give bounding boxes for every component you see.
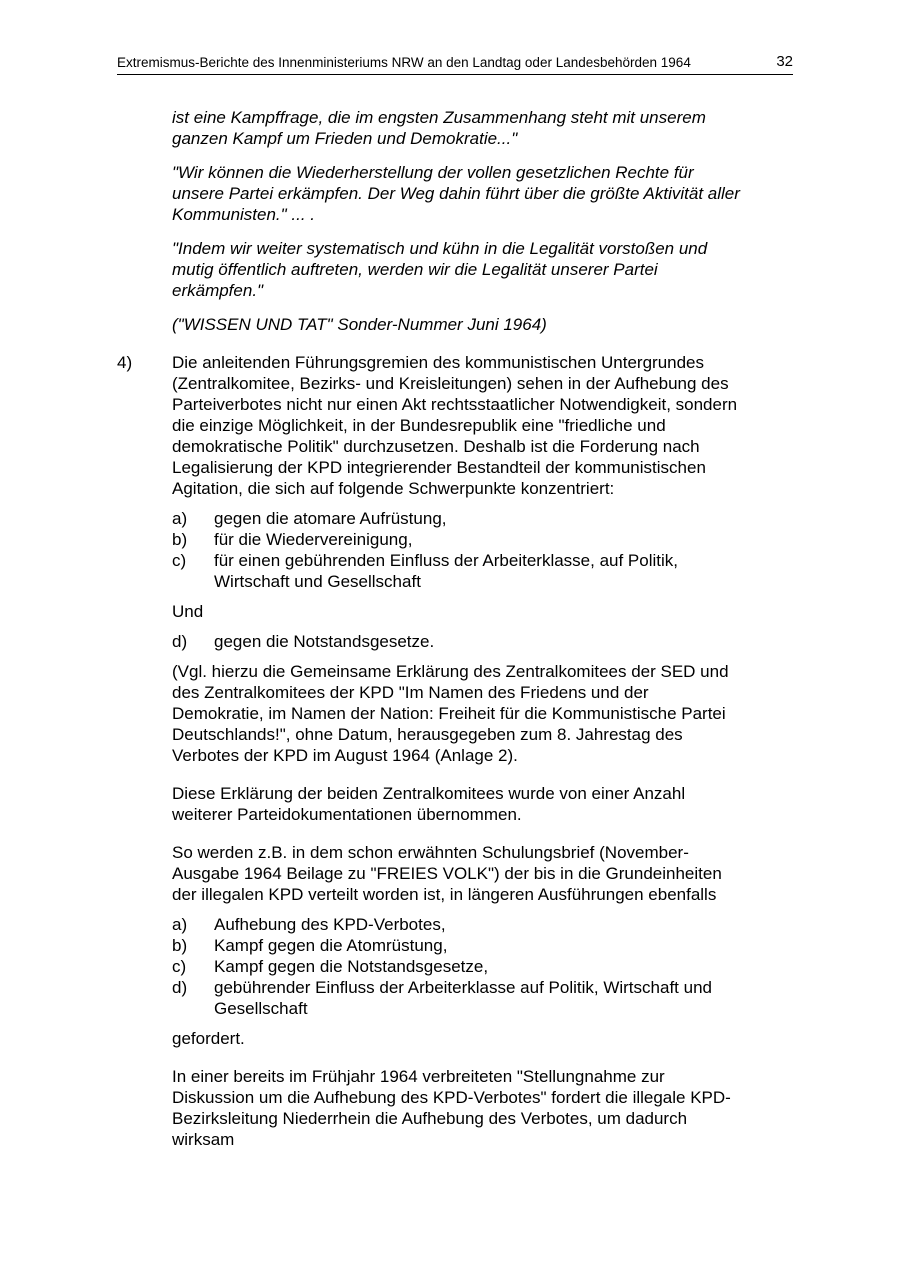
quote-line: ("WISSEN UND TAT" Sonder-Nummer Juni 1964) [172, 315, 547, 334]
paragraph-schulungsbrief [172, 842, 797, 905]
quote-line: ist eine Kampffrage, die im engsten Zusammenhang steht mit unserem [172, 108, 706, 127]
text-line: In einer bereits im Frühjahr 1964 verbreiteten "Stellungnahme zur [172, 1067, 665, 1086]
list-text: gebührender Einfluss der Arbeiterklasse auf Politik, Wirtschaft und [214, 978, 712, 997]
text-line: die einzige Möglichkeit, in der Bundesrepublik eine "friedliche und [172, 416, 666, 435]
quote-line: "Wir können die Wiederherstellung der vollen gesetzlichen Rechte für [172, 163, 694, 182]
text-line: wirksam [172, 1130, 235, 1149]
list-text: Kampf gegen die Atomrüstung, [214, 936, 448, 955]
quote-line: "Indem wir weiter systematisch und kühn in die Legalität vorstoßen und [172, 239, 708, 258]
quote-block [172, 162, 797, 225]
page-body [117, 107, 797, 1150]
paragraph-erklaerung [172, 783, 797, 825]
list-text: gegen die Notstandsgesetze. [214, 632, 435, 651]
list-item [172, 914, 797, 935]
text-line: Agitation, die sich auf folgende Schwerpunkte konzentriert: [172, 479, 615, 498]
text-line: des Zentralkomitees der KPD "Im Namen des Friedens und der [172, 683, 649, 702]
list-label: d) [172, 978, 188, 997]
list-label: b) [172, 530, 188, 549]
list-demands [172, 914, 797, 1019]
text-line: weiterer Parteidokumentationen übernommen. [172, 805, 522, 824]
list-label: b) [172, 936, 188, 955]
list-item [172, 529, 797, 550]
list-text: gegen die atomare Aufrüstung, [214, 509, 447, 528]
list-label: c) [172, 957, 187, 976]
und-text: Und [172, 602, 204, 621]
text-line: Bezirksleitung Niederrhein die Aufhebung des Verbotes, um dadurch [172, 1109, 688, 1128]
list-text: Wirtschaft und Gesellschaft [214, 572, 421, 591]
text-line: So werden z.B. in dem schon erwähnten Schulungsbrief (November- [172, 843, 689, 862]
text-line: Die anleitenden Führungsgremien des kommunistischen Untergrundes [172, 353, 705, 372]
list-item [172, 935, 797, 956]
text-line: (Vgl. hierzu die Gemeinsame Erklärung des Zentralkomitees der SED und [172, 662, 729, 681]
quote-block [172, 238, 797, 301]
list-text: Kampf gegen die Notstandsgesetze, [214, 957, 489, 976]
list-item [172, 977, 797, 1019]
text-line: Demokratie, im Namen der Nation: Freiheit für die Kommunistische Partei [172, 704, 726, 723]
list-label: a) [172, 509, 188, 528]
quote-line: ganzen Kampf um Frieden und Demokratie..." [172, 129, 518, 148]
paragraph-stellungnahme [172, 1066, 797, 1150]
list-item [172, 631, 797, 652]
quote-line: unsere Partei erkämpfen. Der Weg dahin führt über die größte Aktivität aller [172, 184, 740, 203]
text-line: Parteiverbotes nicht nur einen Akt rechtsstaatlicher Notwendigkeit, sondern [172, 395, 738, 414]
list-text: Aufhebung des KPD-Verbotes, [214, 915, 446, 934]
text-line: Diese Erklärung der beiden Zentralkomitees wurde von einer Anzahl [172, 784, 686, 803]
list-text: Gesellschaft [214, 999, 308, 1018]
section-4 [117, 352, 797, 499]
text-line: Diskussion um die Aufhebung des KPD-Verbotes" fordert die illegale KPD- [172, 1088, 731, 1107]
list-focus-points-d [172, 631, 797, 652]
list-focus-points [172, 508, 797, 592]
list-label: d) [172, 632, 188, 651]
list-item [172, 550, 797, 592]
gefordert-text: gefordert. [172, 1029, 245, 1048]
list-label: c) [172, 551, 187, 570]
page-header [117, 54, 793, 75]
text-line: Verbotes der KPD im August 1964 (Anlage 2). [172, 746, 518, 765]
quote-line: erkämpfen." [172, 281, 264, 300]
header-title: Extremismus-Berichte des Innenministeriums NRW an den Landtag oder Landesbehörden 1964 [117, 55, 691, 70]
list-item [172, 956, 797, 977]
text-line: Legalisierung der KPD integrierender Bestandteil der kommunistischen [172, 458, 706, 477]
text-line: Ausgabe 1964 Beilage zu "FREIES VOLK") der bis in die Grundeinheiten [172, 864, 722, 883]
quote-line: Kommunisten." ... . [172, 205, 316, 224]
text-line: demokratische Politik" durchzusetzen. Deshalb ist die Forderung nach [172, 437, 700, 456]
text-line: (Zentralkomitee, Bezirks- und Kreisleitungen) sehen in der Aufhebung des [172, 374, 729, 393]
list-text: für einen gebührenden Einfluss der Arbeiterklasse, auf Politik, [214, 551, 678, 570]
paragraph-vgl [172, 661, 797, 766]
page-number: 32 [776, 53, 793, 70]
text-line: Deutschlands!", ohne Datum, herausgegeben zum 8. Jahrestag des [172, 725, 683, 744]
list-label: a) [172, 915, 188, 934]
quote-line: mutig öffentlich auftreten, werden wir die Legalität unserer Partei [172, 260, 658, 279]
text-line: der illegalen KPD verteilt worden ist, in längeren Ausführungen ebenfalls [172, 885, 717, 904]
section-number: 4) [117, 353, 133, 372]
quote-block [172, 107, 797, 149]
quote-source [172, 314, 797, 335]
list-text: für die Wiedervereinigung, [214, 530, 413, 549]
list-item [172, 508, 797, 529]
